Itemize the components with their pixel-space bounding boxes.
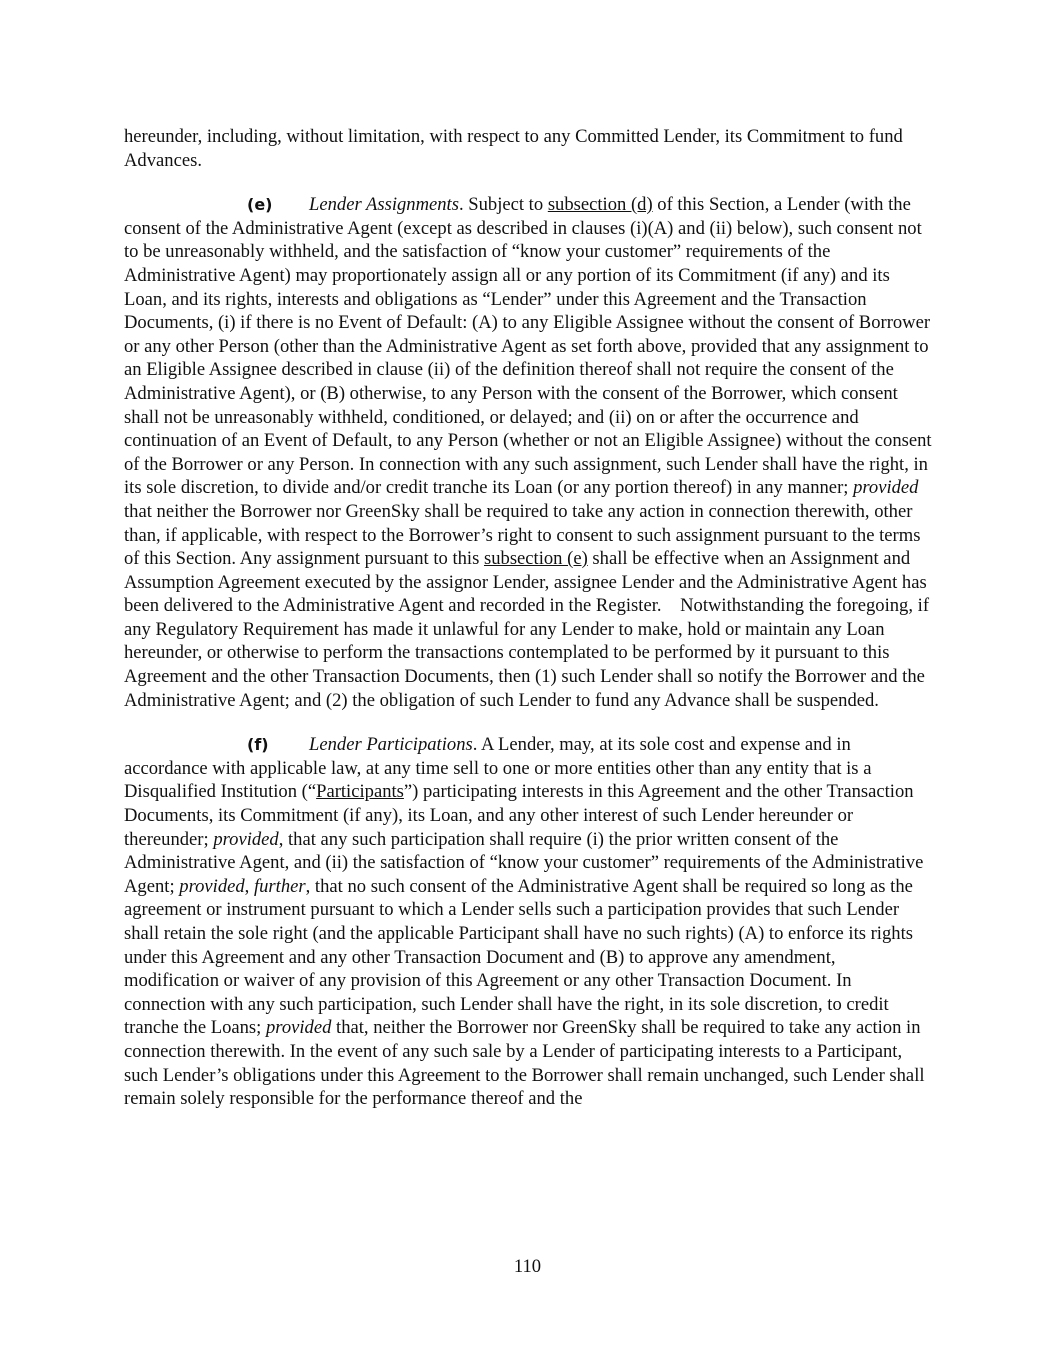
section-f-text-5: that, neither the Borrower nor GreenSky shall be required to take any action in connection therewith. In the event of any such sale by a Lender of participating interests to a Participant, such Lender’s obligations under this Agreement to the Borrower shall remain unchanged, such Lender shall remain solely responsible for the performance thereof and the [124, 1017, 925, 1110]
section-f-text-1: . A Lender, may, at its sole cost and expense and in accordance with applicable law, at any time sell to one or more entities other than any entity that is a Disqualified Institution (“ [124, 734, 872, 803]
paragraph-gap [124, 712, 932, 733]
section-f-defined-participants: Participants [316, 781, 404, 803]
section-f-title: Lender Participations [309, 734, 473, 756]
paragraph-gap [124, 172, 932, 193]
document-page [124, 125, 932, 1111]
section-e-text-4: shall be effective when an Assignment and Assumption Agreement executed by the assignor Lender, assignee Lender and the Administrative Agent has been delivered to the Administrative Agent and recorded in the Register. Notwithstanding the foregoing, if any Regulatory Requirement has made it unlawful for any Lender to make, hold or maintain any Loan hereunder, or otherwise to perform the transactions contemplated to be performed by it pursuant to this Agreement and the other Transaction Documents, then (1) such Lender shall so notify the Borrower and the Administrative Agent; and (2) the obligation of such Lender to fund any Advance shall be suspended. [124, 548, 934, 711]
section-e-paragraph [124, 193, 932, 712]
section-f-provided-2: provided [179, 875, 245, 897]
intro-paragraph: hereunder, including, without limitation, with respect to any Committed Lender, its Commitment to fund Advances. [124, 126, 903, 171]
section-e-text-3: that neither the Borrower nor GreenSky shall be required to take any action in connection therewith, other than, if applicable, with respect to the Borrower’s right to consent to such assignment pursuant to the terms of this Section. Any assignment pursuant to this [124, 500, 921, 570]
section-e-text-1: . Subject to [458, 194, 548, 216]
section-e-provided: provided [853, 477, 919, 499]
section-f-paragraph [124, 733, 932, 1111]
section-f-text-3: , that any such participation shall require (i) the prior written consent of the Administrative Agent, and (ii) the satisfaction of “know your customer” requirements of the Administrative Agent; [124, 828, 924, 897]
section-e-text-2: of this Section, a Lender (with the consent of the Administrative Agent (except as described in clauses (i)(A) and (ii) below), such consent not to be unreasonably withheld, and the satisfaction of “know your customer” requirements of the Administrative Agent) may proportionately assign all or any portion of its Commitment (if any) and its Loan, and its rights, interests and obligations as “Lender” under this Agreement and the Transaction Documents, (i) if there is no Event of Default: (A) to any Eligible Assignee without the consent of Borrower or any other Person (other than the Administrative Agent as set forth above, provided that any assignment to an Eligible Assignee described in clause (ii) of the definition thereof shall not require the consent of the Administrative Agent), or (B) otherwise, to any Person with the consent of the Borrower, which consent shall not be unreasonably withheld, conditioned, or delayed; and (ii) on or after the occurrence and continuation of an Event of Default, to any Person (whether or not an Eligible Assignee) without the consent of the Borrower or any Person. In connection with any such assignment, such Lender shall have the right, in its sole discretion, to divide and/or credit tranche its Loan (or any portion thereof) in any manner; [124, 194, 932, 499]
page-number: 110 [513, 1256, 542, 1277]
section-e-title: Lender Assignments [309, 194, 459, 216]
section-f-provided-3: provided [265, 1017, 332, 1039]
section-e-ref-subsection-e: subsection (e) [483, 548, 588, 570]
section-e-number: (e) [247, 195, 273, 215]
section-f-comma: , [244, 875, 254, 897]
section-f-text-4: , that no such consent of the Administrative Agent shall be required so long as the agreement or instrument pursuant to which a Lender sells such a participation provides that such Lender shall retain the sole right (and the applicable Participant shall have no such rights) (A) to enforce its rights under this Agreement and any other Transaction Document and (B) to approve any amendment, modification or waiver of any provision of this Agreement or any other Transaction Document. In connection with any such participation, such Lender shall have the right, in its sole discretion, to credit tranche the Loans; [124, 875, 913, 1039]
section-f-provided-1: provided [213, 828, 279, 850]
section-e-ref-subsection-d: subsection (d) [547, 194, 653, 216]
section-f-text-2: ”) participating interests in this Agreement and the other Transaction Documents, its Commitment (if any), its Loan, and any other interest of such Lender hereunder or thereunder; [124, 781, 914, 850]
section-f-further: further [253, 875, 306, 897]
section-f-number: (f) [247, 735, 269, 755]
